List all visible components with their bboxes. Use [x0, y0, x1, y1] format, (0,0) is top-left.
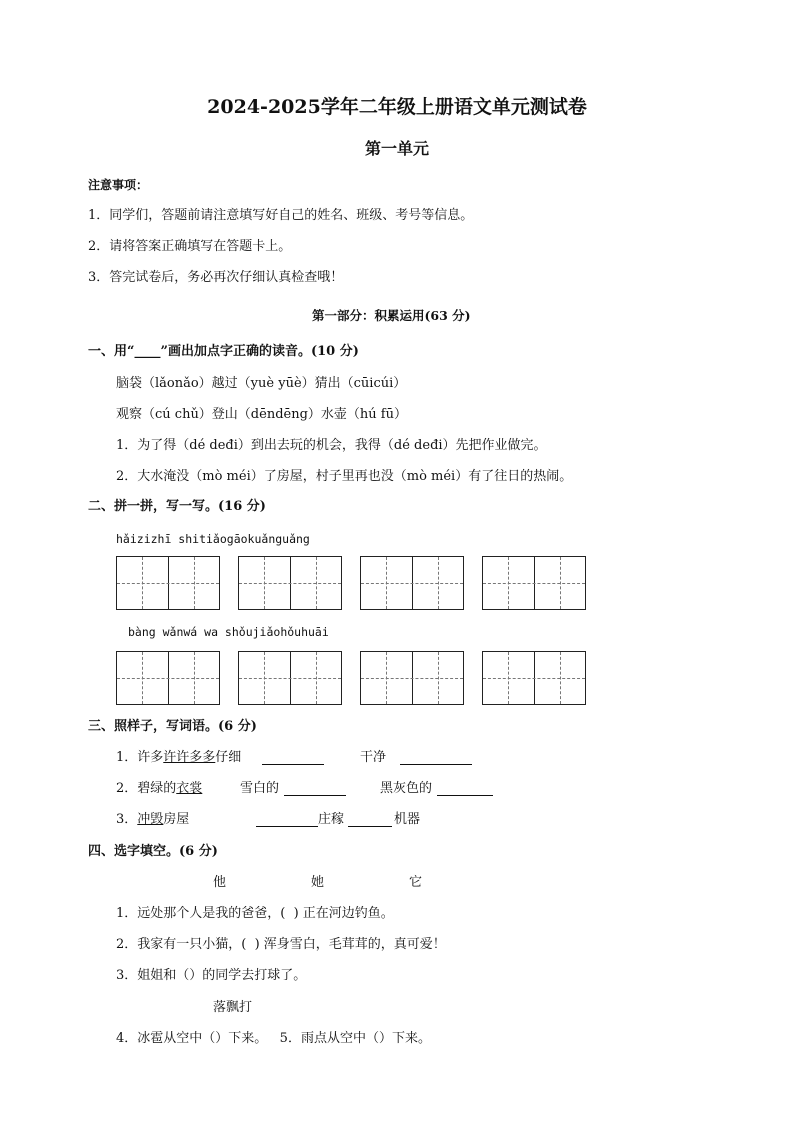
question-1-line: 脑袋（lǎonǎo）越过（yuè yūè）猜出（cūicúi） [116, 376, 407, 391]
writing-grid[interactable] [482, 556, 586, 610]
question-1-line: 观察（cú chǔ）登山（dēndēng）水壶（hú fū） [116, 407, 407, 422]
q4-option: 他 [213, 875, 227, 890]
question-3-row-3 [116, 813, 189, 826]
writing-grid[interactable] [482, 651, 586, 705]
page-title: 2024-2025学年二年级上册语文单元测试卷 [207, 96, 587, 118]
q4-options-2: 落飘打 [213, 1000, 253, 1015]
question-2-heading: 二、拼一拼，写一写。(16 分) [88, 499, 266, 514]
question-3-row-1 [116, 751, 241, 764]
q3-word: 庄稼 [318, 812, 345, 827]
q3-word: 雪白的 [240, 781, 280, 796]
question-4-heading: 四、选字填空。(6 分) [88, 844, 218, 859]
writing-grid[interactable] [360, 651, 464, 705]
q3-example: 衣裳 [176, 781, 203, 796]
question-1-line: 1．为了得（dé deđi）到出去玩的机会，我得（dé deđi）先把作业做完。 [116, 438, 547, 453]
pinyin-row-2: bàng wǎnwá wa shǒujiǎohǒuhuāi [128, 625, 329, 639]
q3-prefix: 2．碧绿的 [116, 781, 177, 796]
note-item: 3．答完试卷后，务必再次仔细认真检查哦！ [88, 270, 344, 285]
writing-grid[interactable] [360, 556, 464, 610]
q3-suffix: 仔细 [215, 750, 242, 765]
answer-blank[interactable] [400, 752, 472, 765]
q4-option: 她 [311, 875, 325, 890]
answer-blank[interactable] [284, 783, 346, 796]
question-1-line: 2．大水淹没（mò méi）了房屋，村子里再也没（mò méi）有了往日的热闹。 [116, 469, 573, 484]
q3-example: 许许多多 [163, 750, 216, 765]
writing-grid[interactable] [116, 651, 220, 705]
question-4-line: 4．冰雹从空中（）下来。 5．雨点从空中（）下来。 [116, 1031, 431, 1046]
note-item: 2．请将答案正确填写在答题卡上。 [88, 239, 292, 254]
part-heading: 第一部分：积累运用(63 分) [312, 308, 471, 323]
q3-word: 黑灰色的 [380, 781, 433, 796]
question-4-line: 2．我家有一只小猫，( ) 浑身雪白，毛茸茸的，真可爱！ [116, 937, 446, 952]
answer-blank[interactable] [256, 814, 318, 827]
page-subtitle: 第一单元 [364, 139, 429, 158]
q4-option: 它 [409, 875, 423, 890]
question-1-heading: 一、用“____”画出加点字正确的读音。(10 分) [88, 344, 359, 359]
writing-grid[interactable] [116, 556, 220, 610]
answer-blank[interactable] [348, 814, 392, 827]
question-3-heading: 三、照样子，写词语。(6 分) [88, 719, 257, 734]
writing-grid[interactable] [238, 556, 342, 610]
pinyin-row-1: hǎizizhī shitiǎogāokuǎnguǎng [116, 532, 310, 546]
q3-prefix: 1．许多 [116, 750, 164, 765]
notes-heading: 注意事项： [88, 178, 149, 192]
q3-suffix: 房屋 [163, 812, 190, 827]
writing-grid[interactable] [238, 651, 342, 705]
q3-prefix: 3． [116, 812, 138, 827]
q3-word: 干净 [360, 750, 387, 765]
question-4-line: 3．姐姐和（）的同学去打球了。 [116, 968, 307, 983]
question-3-row-2 [116, 782, 202, 795]
question-4-line: 1．远处那个人是我的爸爸，( ) 正在河边钓鱼。 [116, 906, 394, 921]
q3-example: 冲毁 [137, 812, 164, 827]
answer-blank[interactable] [262, 752, 324, 765]
q3-word: 机器 [394, 812, 421, 827]
note-item: 1．同学们，答题前请注意填写好自己的姓名、班级、考号等信息。 [88, 208, 474, 223]
answer-blank[interactable] [437, 783, 493, 796]
